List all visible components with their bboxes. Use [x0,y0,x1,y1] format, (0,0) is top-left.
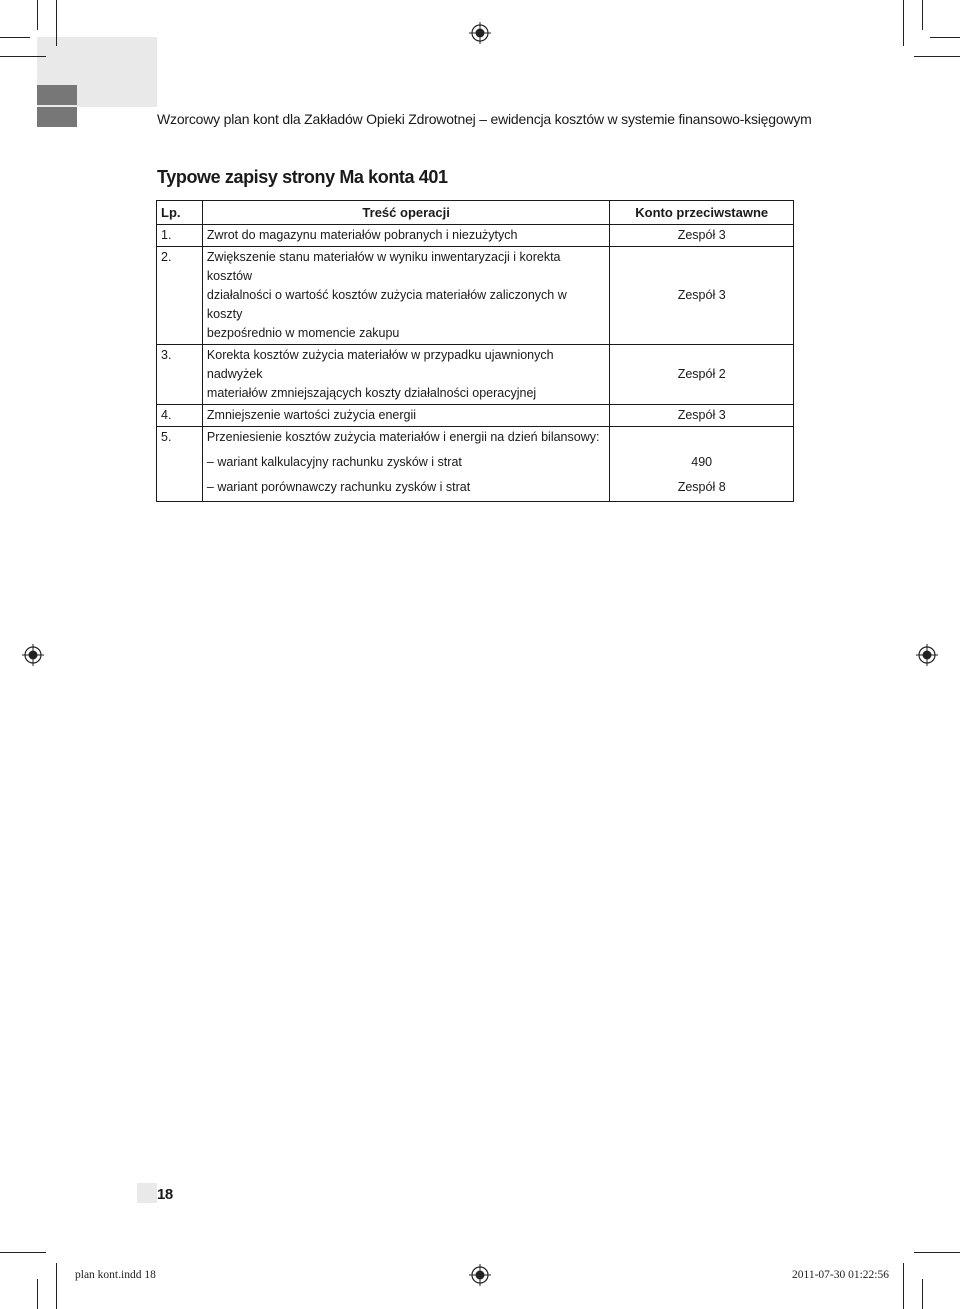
crop-mark-bottom-right-v2 [922,1279,923,1309]
row-number: 1. [157,225,203,247]
crop-mark-top-right-h2 [930,37,960,38]
table-row [157,427,794,502]
registration-mark-right-icon [916,644,938,666]
row-account: Zespół 2 [610,345,794,405]
row-account: Zespół 3 [610,247,794,345]
page-number: 18 [157,1186,173,1203]
row-description [202,247,609,345]
crop-mark-bottom-left-v [56,1263,57,1309]
decorative-block-dark-lower [37,107,77,127]
crop-mark-bottom-right-h [914,1252,960,1253]
row-number: 5. [157,427,203,502]
sub-item-text: – wariant porównawczy rachunku zysków i strat [206,480,471,494]
table-row [157,225,794,247]
crop-mark-top-left-h [0,56,46,57]
row-number: 4. [157,405,203,427]
table-row [157,405,794,427]
crop-mark-top-left-h2 [0,37,30,38]
running-header: Wzorcowy plan kont dla Zakładów Opieki Zdrowotnej – ewidencja kosztów w systemie finansowo-księgowym [157,111,812,127]
registration-mark-top-icon [469,22,491,44]
sub-item-account: Zespół 8 [677,480,726,494]
crop-mark-bottom-right-v [903,1263,904,1309]
row-number: 3. [157,345,203,405]
decorative-block-dark-upper [37,85,77,105]
header-counter-account: Konto przeciwstawne [610,201,794,225]
header-description: Treść operacji [202,201,609,225]
crop-mark-bottom-left-h [0,1252,46,1253]
sub-item-text: – wariant kalkulacyjny rachunku zysków i strat [206,455,462,469]
row-description: Zwrot do magazynu materiałów pobranych i niezużytych [202,225,609,247]
description-line: działalności o wartość kosztów zużycia materiałów zaliczonych w koszty [206,288,567,321]
row-number: 2. [157,247,203,345]
registration-mark-bottom-icon [469,1264,491,1286]
page-number-box [137,1183,157,1203]
crop-mark-top-left-v2 [37,0,38,30]
description-line: materiałów zmniejszających koszty działalności operacyjnej [206,386,537,400]
crop-mark-top-right-h [914,56,960,57]
crop-mark-top-right-v [903,0,904,46]
crop-mark-bottom-left-v2 [37,1279,38,1309]
crop-mark-top-left-v [56,0,57,46]
table-row [157,345,794,405]
row-account: Zespół 3 [610,405,794,427]
operations-table [156,200,794,502]
description-line: Przeniesienie kosztów zużycia materiałów i energii na dzień bilansowy: [206,430,600,444]
row-description [202,427,609,502]
row-description: Zmniejszenie wartości zużycia energii [202,405,609,427]
table-header-row [157,201,794,225]
section-title: Typowe zapisy strony Ma konta 401 [157,167,448,187]
slug-datetime: 2011-07-30 01:22:56 [792,1269,889,1281]
slug-file: plan kont.indd 18 [75,1269,156,1281]
description-line: Korekta kosztów zużycia materiałów w przypadku ujawnionych nadwyżek [206,348,554,381]
sub-item-account: 490 [691,455,713,469]
description-line: Zwiększenie stanu materiałów w wyniku inwentaryzacji i korekta kosztów [206,250,561,283]
description-line: bezpośrednio w momencie zakupu [206,326,400,340]
header-lp: Lp. [157,201,203,225]
row-account: Zespół 3 [610,225,794,247]
table-row [157,247,794,345]
registration-mark-left-icon [22,644,44,666]
crop-mark-top-right-v2 [922,0,923,30]
row-description [202,345,609,405]
row-account [610,427,794,502]
